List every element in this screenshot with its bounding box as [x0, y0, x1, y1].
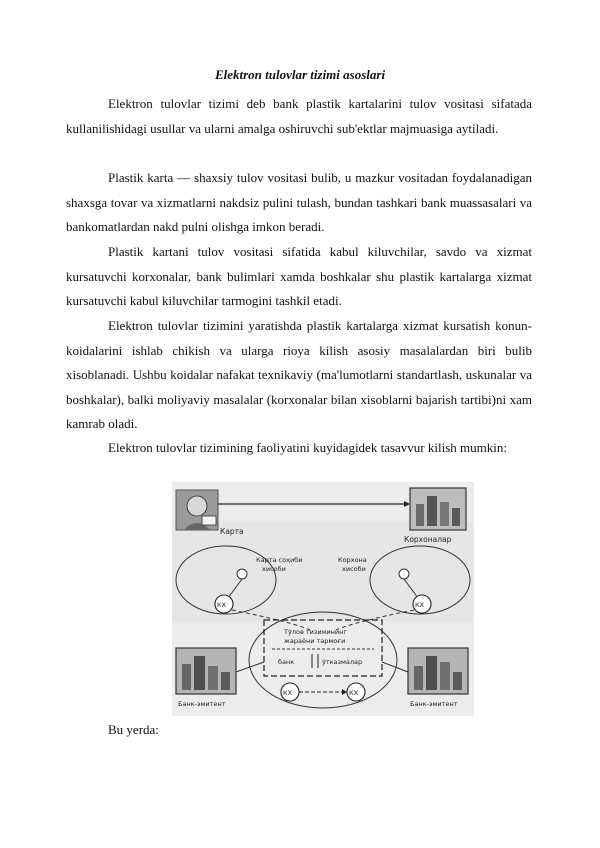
kx-label-bottom-right: КХ: [349, 689, 359, 697]
paragraph-3: Plastik kartani tulov vositasi sifatida kabul kiluvchilar, savdo va xizmat kursatuvchi korxonalar, bank bulimlari xamda boshkalar shu plastik kartalarga xizmat kursatuvchi kabul kiluvchilar tarmogini tashkil etadi.: [66, 244, 532, 309]
company-node: [399, 569, 409, 579]
company-account-line1: Корхона: [338, 556, 367, 564]
acquirer-bank-label: Банк-эмитент: [410, 700, 458, 708]
cardholder-account-line1: Карта соҳиби: [256, 556, 303, 564]
diagram-svg: [172, 482, 474, 716]
issuer-bank-picture: [176, 648, 236, 694]
network-label-line1: Тўлов тизимининг: [284, 628, 347, 636]
document-title: Elektron tulovlar tizimi asoslari: [214, 67, 386, 82]
paragraph-5: Elektron tulovlar tizimining faoliyatini kuyidagidek tasavvur kilish mumkin:: [108, 440, 507, 455]
cardholder-account-line2: хисоби: [262, 565, 286, 573]
acquirer-bank-picture: [408, 648, 468, 694]
company-account-line2: хисоби: [342, 565, 366, 573]
cardholder-picture: [176, 490, 218, 530]
paragraph-4: Elektron tulovlar tizimini yaratishda plastik kartalarga xizmat kursatish konun-koidalarini ishlab chikish va ularga rioya kilish asosiy masalalardan biri bulib xisoblanadi. Ushbu koidalar nafakat texnikaviy (ma'lumotlarni standartlash, uskunalar va boshkalar), balki moliyaviy masalalar (korxonalar bilan xisoblarni bajarish tartibi)ni xam kamrab oladi.: [66, 318, 532, 432]
cardholder-node: [237, 569, 247, 579]
companies-picture: [410, 488, 466, 530]
companies-label: Корхоналар: [404, 535, 452, 544]
paragraph-2: Plastik karta — shaxsiy tulov vositasi bulib, u mazkur vositadan foydalanadigan shaxsga tovar va xizmatlarni nakdsiz pulini tulash, bundan tashkari bank muassasalari va bankomatlardan nakd pulni olishga imkon beradi.: [66, 170, 532, 235]
kx-label-bottom-left: КХ: [283, 689, 293, 697]
paragraph-1: Elektron tulovlar tizimi deb bank plastik kartalarini tulov vositasi sifatada kullanilishidagi usullar va ularni amalga oshiruvchi sub'ektlar majmuasiga aytiladi.: [66, 96, 532, 136]
issuer-bank-label: Банк-эмитент: [178, 700, 226, 708]
payment-system-diagram: [172, 482, 474, 716]
card-label: Карта: [220, 527, 244, 536]
bank-label: банк: [278, 658, 295, 666]
kx-label-right: КХ: [415, 601, 425, 609]
transfers-label: ўтказмалар: [322, 658, 363, 666]
kx-label-left: КХ: [217, 601, 227, 609]
network-label-line2: жараёни тармоғи: [284, 637, 346, 645]
after-figure-text: Bu yerda:: [108, 722, 159, 737]
